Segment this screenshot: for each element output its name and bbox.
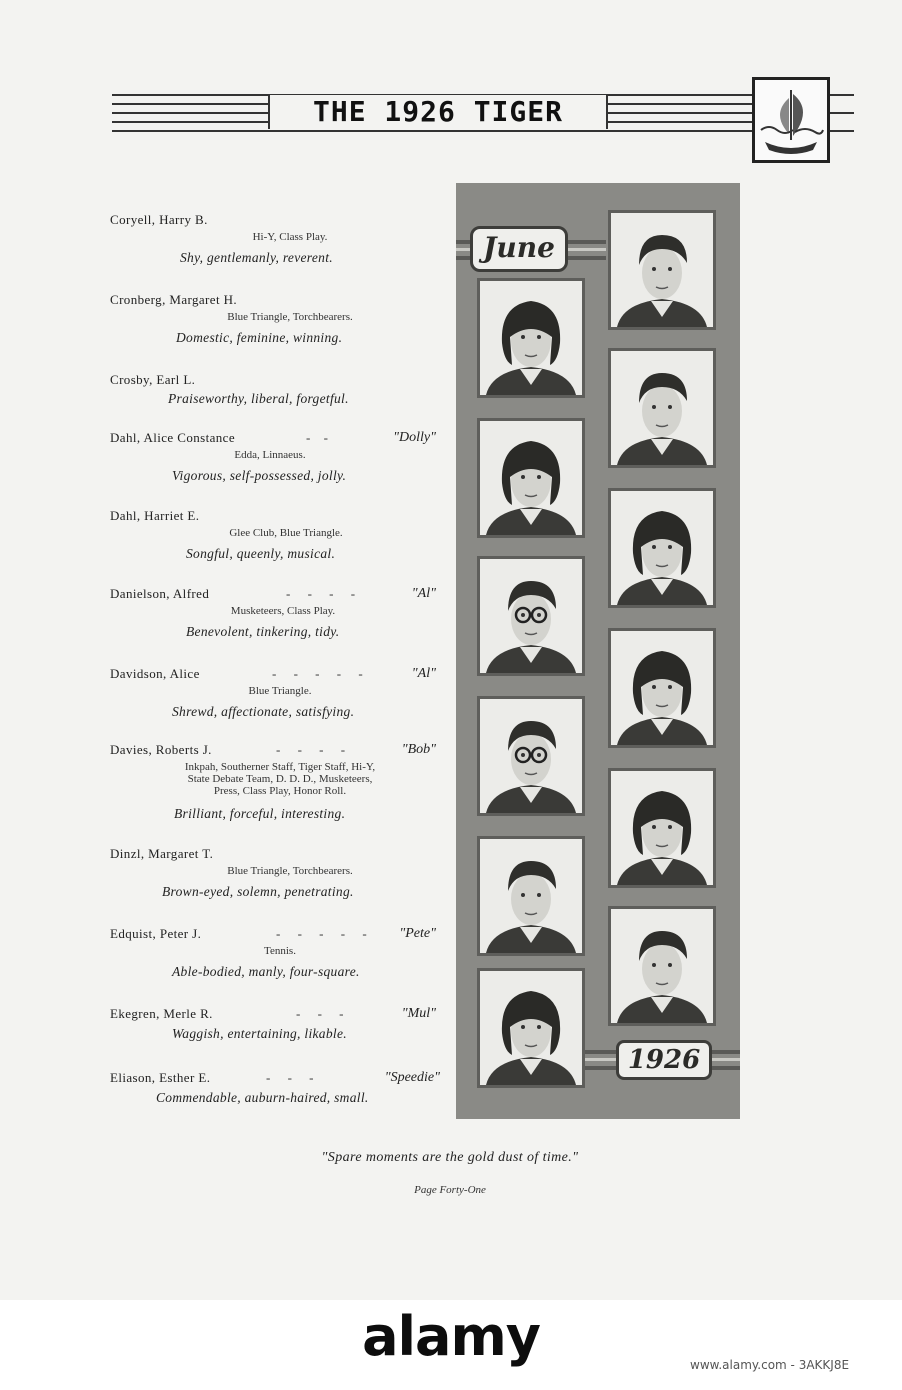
student-traits: Vigorous, self-possessed, jolly.	[172, 468, 347, 483]
student-nickname: "Pete"	[399, 926, 436, 941]
masthead-rule	[112, 130, 752, 132]
image-id: 3AKKJ8E	[798, 1358, 850, 1372]
student-activities-line: Inkpah, Southerner Staff, Tiger Staff, Hi-Y,	[184, 761, 376, 773]
page-quote: "Spare moments are the gold dust of time."	[321, 1150, 579, 1165]
student-portrait-photo	[608, 768, 716, 888]
student-traits: Commendable, auburn-haired, small.	[156, 1090, 369, 1105]
leader-dashes: - - - -	[286, 586, 363, 601]
student-traits: Songful, queenly, musical.	[186, 546, 336, 561]
leader-dashes: - - - -	[276, 742, 353, 757]
student-portrait-photo	[608, 488, 716, 608]
student-traits: Waggish, entertaining, likable.	[172, 1026, 347, 1041]
student-nickname: "Dolly"	[393, 430, 436, 445]
student-portrait-photo	[477, 836, 585, 956]
leader-dashes: - - -	[296, 1006, 351, 1021]
student-name: Dahl, Harriet E.	[110, 508, 200, 523]
student-activities: Blue Triangle, Torchbearers.	[227, 311, 353, 323]
watermark-ref: www.alamy.com - 3AKKJ8E	[690, 1358, 850, 1372]
tiger-ship-emblem-icon	[752, 77, 830, 163]
student-activities: Glee Club, Blue Triangle.	[229, 527, 343, 539]
page-number: Page Forty-One	[414, 1184, 486, 1196]
student-name: Dinzl, Margaret T.	[110, 846, 214, 861]
student-nickname: "Bob"	[401, 742, 436, 757]
student-traits: Domestic, feminine, winning.	[176, 330, 343, 345]
student-portrait-photo	[477, 278, 585, 398]
student-activities: Blue Triangle.	[248, 685, 312, 697]
student-activities: Tennis.	[264, 945, 296, 957]
student-traits: Praiseworthy, liberal, forgetful.	[168, 391, 349, 406]
student-activities: Musketeers, Class Play.	[230, 605, 336, 617]
student-portrait-photo	[608, 906, 716, 1026]
student-portrait-photo	[608, 628, 716, 748]
student-traits: Able-bodied, manly, four-square.	[172, 964, 360, 979]
student-nickname: "Speedie"	[384, 1070, 440, 1085]
student-name: Danielson, Alfred	[110, 586, 210, 601]
student-name: Crosby, Earl L.	[110, 372, 196, 387]
student-activities: Edda, Linnaeus.	[234, 449, 306, 461]
student-portrait-photo	[608, 210, 716, 330]
student-name: Dahl, Alice Constance	[110, 430, 236, 445]
leader-dashes: - - -	[266, 1070, 321, 1085]
student-name: Edquist, Peter J.	[110, 926, 202, 941]
student-name: Cronberg, Margaret H.	[110, 292, 238, 307]
student-traits: Brown-eyed, solemn, penetrating.	[162, 884, 354, 899]
student-name: Ekegren, Merle R.	[110, 1006, 213, 1021]
student-portrait-photo	[477, 696, 585, 816]
student-traits: Shrewd, affectionate, satisfying.	[172, 704, 355, 719]
student-portrait-photo	[608, 348, 716, 468]
masthead-title: THE 1926 TIGER	[268, 95, 608, 129]
student-portrait-photo	[477, 968, 585, 1088]
student-traits: Shy, gentlemanly, reverent.	[180, 250, 333, 265]
student-name: Coryell, Harry B.	[110, 212, 208, 227]
student-nickname: "Al"	[411, 666, 436, 681]
student-name: Davidson, Alice	[110, 666, 200, 681]
year-label: 1926	[616, 1040, 712, 1080]
student-name: Davies, Roberts J.	[110, 742, 212, 757]
alamy-logo: alamy	[362, 1305, 540, 1368]
student-portrait-photo	[477, 556, 585, 676]
student-activities-line: Press, Class Play, Honor Roll.	[213, 785, 347, 797]
leader-dashes: - - - - -	[276, 926, 374, 941]
student-activities: Hi-Y, Class Play.	[252, 231, 328, 243]
student-traits: Brilliant, forceful, interesting.	[174, 806, 346, 821]
student-name: Eliason, Esther E.	[110, 1070, 211, 1085]
student-nickname: "Mul"	[401, 1006, 436, 1021]
student-portrait-photo	[477, 418, 585, 538]
student-nickname: "Al"	[411, 586, 436, 601]
watermark-url: www.alamy.com	[690, 1358, 787, 1372]
june-label: June	[470, 226, 568, 272]
student-traits: Benevolent, tinkering, tidy.	[186, 624, 340, 639]
leader-dashes: - - - - -	[272, 666, 370, 681]
student-activities-line: State Debate Team, D. D. D., Musketeers,	[187, 773, 373, 785]
leader-dashes: - -	[306, 430, 333, 445]
student-activities: Blue Triangle, Torchbearers.	[227, 865, 353, 877]
